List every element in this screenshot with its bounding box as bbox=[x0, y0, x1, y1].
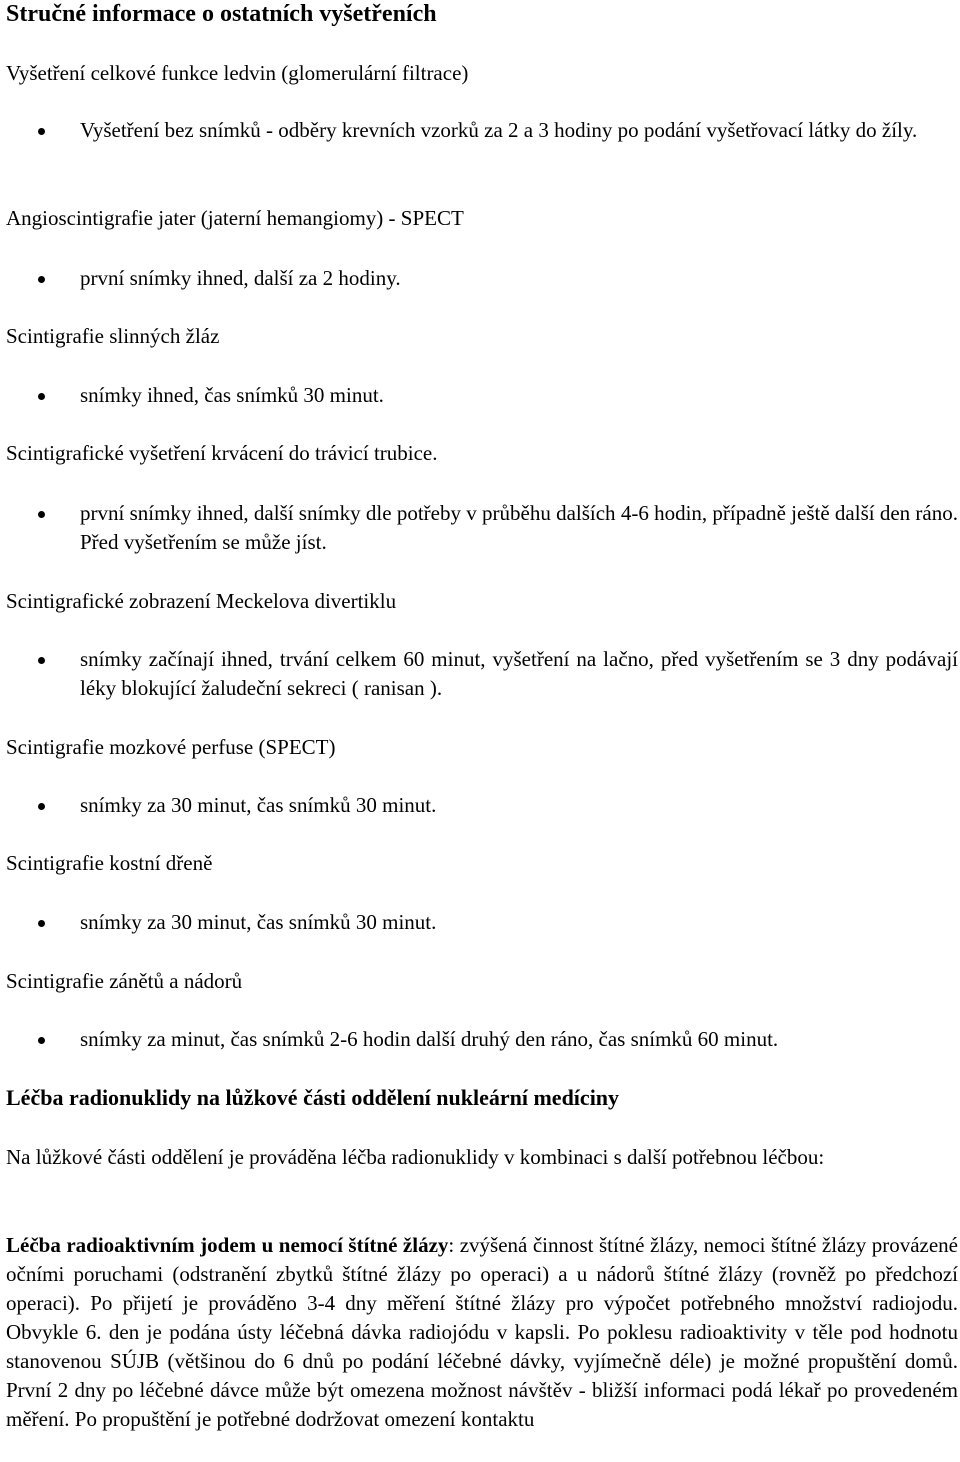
list-item bbox=[6, 264, 958, 293]
section-heading: Scintigrafie mozkové perfuse (SPECT) bbox=[6, 735, 336, 759]
section-heading: Scintigrafie slinných žláz bbox=[6, 324, 220, 348]
list-item bbox=[6, 908, 958, 937]
section-heading: Scintigrafie kostní dřeně bbox=[6, 851, 213, 875]
list-item-text: snímky za 30 minut, čas snímků 30 minut. bbox=[80, 793, 437, 817]
section-heading: Scintigrafie zánětů a nádorů bbox=[6, 969, 243, 993]
section-heading: Scintigrafické vyšetření krvácení do trávicí trubice. bbox=[6, 441, 438, 465]
therapy-heading: Léčba radionuklidy na lůžkové části oddělení nukleární medíciny bbox=[6, 1085, 620, 1110]
therapy-iodine-text: : zvýšená činnost štítné žlázy, nemoci štítné žlázy provázené očními poruchami (odstranění zbytků štítné žlázy po operaci) a u nádorů štítné žlázy (rovněž po předchozí operaci). Po přijetí je prováděno 3-4 dny měření štítné žlázy pro výpočet potřebného množství radiojodu. Obvykle 6. den je podána ústy léčebná dávka radiojódu v kapsli. Po poklesu radioaktivity v těle pod hodnotu stanovenou SÚJB (většinou do 6 dnů po podání léčebné dávky, vyjímečně déle) je možné propuštění domů. První 2 dny po léčebné dávce může být omezena možnost návštěv - bližší informaci podá lékař po provedeném měření. Po propuštění je potřebné dodržovat omezení kontaktu bbox=[6, 1233, 958, 1431]
therapy-iodine-paragraph bbox=[6, 1231, 958, 1434]
list-item-text: snímky začínají ihned, trvání celkem 60 minut, vyšetření na lačno, před vyšetřením se 3 dny podávají léky blokující žaludeční sekreci ( ranisan ). bbox=[80, 647, 958, 700]
section-heading: Angioscintigrafie jater (jaterní hemangiomy) - SPECT bbox=[6, 206, 464, 230]
bullet-dot-icon bbox=[38, 657, 45, 664]
section-heading: Vyšetření celkové funkce ledvin (glomerulární filtrace) bbox=[6, 61, 469, 85]
list-item bbox=[6, 1025, 958, 1054]
list-item bbox=[6, 645, 958, 703]
list-item bbox=[6, 499, 958, 557]
therapy-intro: Na lůžkové části oddělení je prováděna léčba radionuklidy v kombinaci s další potřebnou léčbou: bbox=[6, 1145, 825, 1169]
list-item-text: první snímky ihned, další snímky dle potřeby v průběhu dalších 4-6 hodin, případně ještě další den ráno. Před vyšetřením se může jíst. bbox=[80, 501, 958, 554]
list-item bbox=[6, 116, 958, 145]
bullet-dot-icon bbox=[38, 393, 45, 400]
list-item bbox=[6, 791, 958, 820]
list-item bbox=[6, 381, 958, 410]
bullet-dot-icon bbox=[38, 1037, 45, 1044]
section-heading: Scintigrafické zobrazení Meckelova divertiklu bbox=[6, 589, 397, 613]
list-item-text: snímky ihned, čas snímků 30 minut. bbox=[80, 383, 384, 407]
list-item-text: snímky za 30 minut, čas snímků 30 minut. bbox=[80, 910, 437, 934]
bullet-dot-icon bbox=[38, 511, 45, 518]
bullet-dot-icon bbox=[38, 803, 45, 810]
list-item-text: snímky za minut, čas snímků 2-6 hodin další druhý den ráno, čas snímků 60 minut. bbox=[80, 1027, 779, 1051]
therapy-iodine-title: Léčba radioaktivním jodem u nemocí štítné žlázy bbox=[6, 1233, 449, 1257]
bullet-dot-icon bbox=[38, 276, 45, 283]
bullet-dot-icon bbox=[38, 128, 45, 135]
list-item-text: první snímky ihned, další za 2 hodiny. bbox=[80, 266, 401, 290]
list-item-text: Vyšetření bez snímků - odběry krevních vzorků za 2 a 3 hodiny po podání vyšetřovací látky do žíly. bbox=[80, 118, 918, 142]
page-title: Stručné informace o ostatních vyšetřeních bbox=[6, 1, 437, 27]
bullet-dot-icon bbox=[38, 920, 45, 927]
